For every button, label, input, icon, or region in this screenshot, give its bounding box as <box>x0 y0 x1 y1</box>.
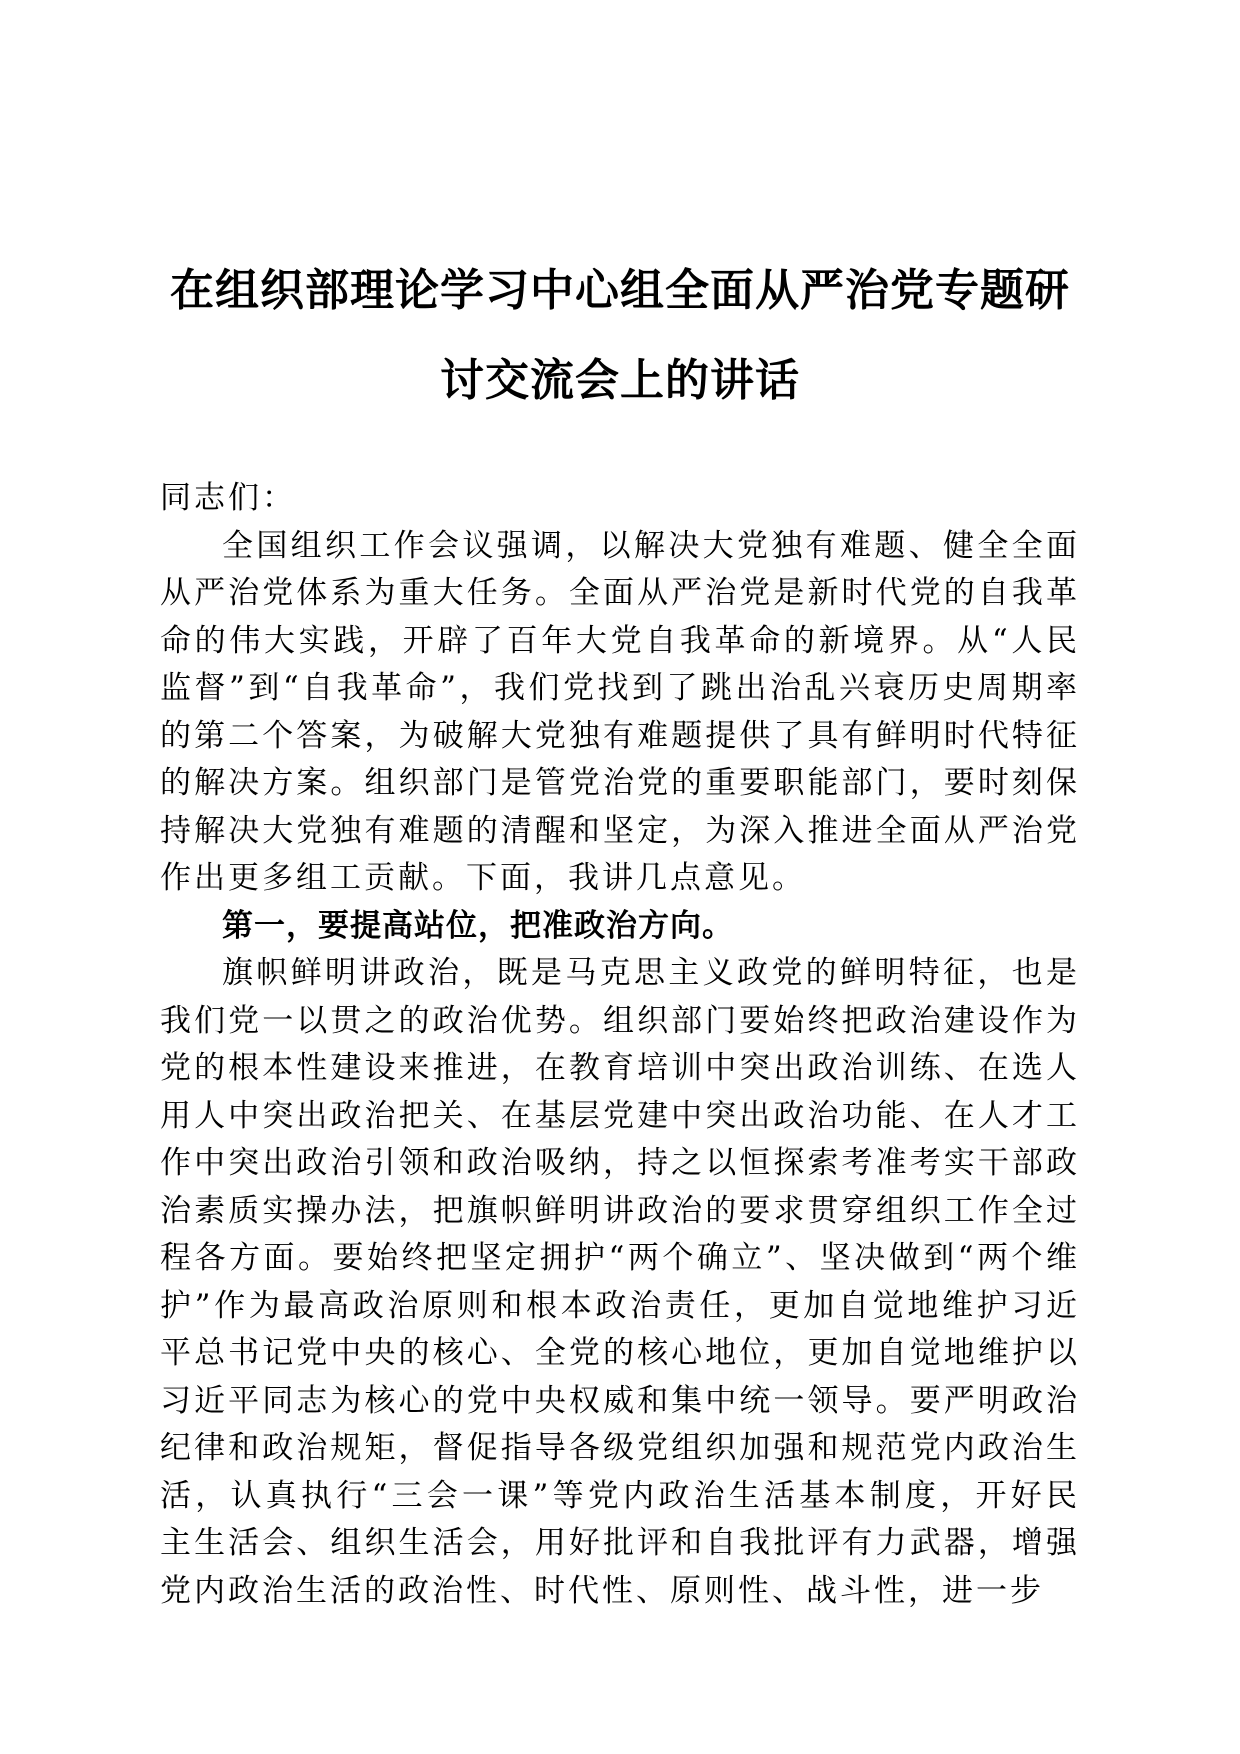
paragraph-section-1: 旗帜鲜明讲政治，既是马克思主义政党的鲜明特征，也是我们党一以贯之的政治优势。组织部门要始终把政治建设作为党的根本性建设来推进，在教育培训中突出政治训练、在选人用人中突出政治把关、在基层党建中突出政治功能、在人才工作中突出政治引领和政治吸纳，持之以恒探索考准考实干部政治素质实操办法，把旗帜鲜明讲政治的要求贯穿组织工作全过程各方面。要始终把坚定拥护“两个确立”、坚决做到“两个维护”作为最高政治原则和根本政治责任，更加自觉地维护习近平总书记党中央的核心、全党的核心地位，更加自觉地维护以习近平同志为核心的党中央权威和集中统一领导。要严明政治纪律和政治规矩，督促指导各级党组织加强和规范党内政治生活，认真执行“三会一课”等党内政治生活基本制度，开好民主生活会、组织生活会，用好批评和自我批评有力武器，增强党内政治生活的政治性、时代性、原则性、战斗性，进一步 <box>160 955 1080 1609</box>
paragraph-intro: 全国组织工作会议强调，以解决大党独有难题、健全全面从严治党体系为重大任务。全面从严治党是新时代党的自我革命的伟大实践，开辟了百年大党自我革命的新境界。从“人民监督”到“自我革命”，我们党找到了跳出治乱兴衰历史周期率的第二个答案，为破解大党独有难题提供了具有鲜明时代特征的解决方案。组织部门是管党治党的重要职能部门，要时刻保持解决大党独有难题的清醒和坚定，为深入推进全面从严治党作出更多组工贡献。下面，我讲几点意见。 <box>160 527 1080 896</box>
salutation: 同志们： <box>160 480 296 516</box>
document-title <box>160 246 1080 426</box>
title-line-2: 讨交流会上的讲话 <box>440 355 800 406</box>
document-body <box>160 475 1080 1615</box>
title-line-1: 在组织部理论学习中心组全面从严治党专题研 <box>170 265 1070 316</box>
section-heading-1: 第一，要提高站位，把准政治方向。 <box>222 907 734 944</box>
